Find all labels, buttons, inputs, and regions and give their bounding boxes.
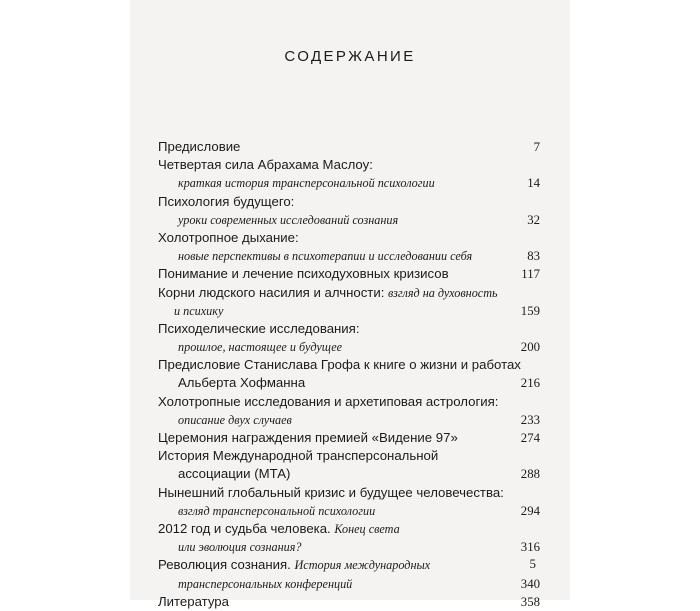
toc-entry-label — [158, 211, 527, 229]
toc-entry-label — [158, 538, 521, 556]
toc-entry-page: 358 — [520, 594, 540, 609]
toc-entry-subtitle: и психику — [174, 303, 224, 318]
toc-entry-page: 32 — [527, 212, 540, 227]
toc-entry-title: ассоциации (МТА) — [178, 466, 291, 482]
toc-entry-label — [158, 302, 521, 320]
toc-entry-label — [158, 447, 540, 465]
toc-entry-label — [158, 229, 540, 247]
toc-entry — [158, 374, 540, 392]
toc-entry — [158, 211, 540, 229]
toc-entry-page: 159 — [520, 303, 540, 318]
toc-entry — [158, 156, 540, 174]
toc-entry-title: История Международной трансперсональной — [158, 448, 439, 464]
toc-entry-title: Революция сознания. — [158, 557, 295, 573]
toc-entry — [158, 356, 540, 374]
toc-entry-page: 83 — [527, 249, 540, 264]
toc-entry-label — [158, 411, 521, 429]
toc-entry-label — [158, 520, 540, 538]
toc-entry-page: 316 — [520, 540, 540, 555]
toc-entry-title: Холотропные исследования и архетиповая астрология: — [158, 393, 499, 409]
toc-entry-label — [158, 265, 521, 283]
toc-entry-subtitle: История международных — [294, 558, 431, 573]
toc-entry-title: Психология будущего: — [158, 193, 295, 209]
toc-entry-title: Понимание и лечение психодуховных кризисов — [158, 266, 449, 282]
toc-entry — [158, 520, 540, 538]
toc-entry-label — [158, 593, 521, 611]
toc-entry-page: 7 — [533, 140, 540, 154]
toc-entry — [158, 575, 540, 593]
toc-entry-subtitle: или эволюция сознания? — [178, 540, 302, 555]
toc-entry-label — [158, 320, 540, 338]
toc-entry-page: 233 — [520, 412, 540, 427]
toc-entry-label — [158, 193, 540, 211]
toc-entry-subtitle: Конец света — [334, 521, 400, 536]
toc-entry — [158, 229, 540, 247]
toc-entry-title: Холотропное дыхание: — [158, 229, 299, 245]
toc-entry — [158, 302, 540, 320]
toc-entry-title: Предисловие Станислава Грофа к книге о жизни и работах — [158, 357, 521, 373]
toc-entry-title: 2012 год и судьба человека. — [158, 520, 335, 536]
toc-entry-label — [158, 393, 540, 411]
toc-entry — [158, 284, 540, 302]
toc-entry-page: 200 — [520, 340, 540, 355]
toc-entry-title: Альберта Хофманна — [178, 375, 306, 391]
toc-entry — [158, 593, 540, 611]
toc-entry-subtitle: краткая история трансперсональной психологии — [178, 176, 435, 191]
toc-entry-label — [158, 356, 540, 374]
toc-entry — [158, 538, 540, 556]
toc-entry — [158, 138, 540, 156]
toc-entry — [158, 174, 540, 192]
toc-entry-label — [158, 284, 540, 302]
toc-entry-label — [158, 374, 521, 392]
table-of-contents — [158, 138, 540, 611]
toc-entry — [158, 429, 540, 447]
toc-entry-subtitle: уроки современных исследований сознания — [178, 212, 399, 227]
toc-entry — [158, 447, 540, 465]
toc-entry-page: 274 — [520, 431, 540, 445]
toc-entry — [158, 393, 540, 411]
toc-entry-title: Литература — [158, 593, 229, 609]
toc-entry-label — [158, 502, 521, 520]
toc-entry-title: Предисловие — [158, 139, 241, 154]
page-title: СОДЕРЖАНИЕ — [284, 48, 416, 65]
book-page — [130, 0, 570, 609]
toc-entry-title: Психоделические исследования: — [158, 320, 360, 336]
toc-entry — [158, 265, 540, 283]
toc-entry-label — [158, 484, 540, 502]
toc-entry — [158, 556, 540, 574]
toc-entry-page: 14 — [527, 176, 540, 191]
toc-entry-page: 117 — [521, 267, 540, 282]
toc-entry — [158, 320, 540, 338]
toc-entry-label — [158, 429, 521, 447]
toc-entry-subtitle: новые перспективы в психотерапии и исследовании себя — [178, 249, 473, 264]
toc-entry-label — [158, 174, 527, 192]
toc-entry-subtitle: взгляд трансперсональной психологии — [178, 503, 376, 518]
toc-entry-label — [158, 338, 521, 356]
toc-entry — [158, 465, 540, 483]
toc-entry-label — [158, 156, 540, 174]
toc-entry — [158, 247, 540, 265]
page-number: 5 — [529, 556, 536, 571]
toc-entry-page: 216 — [520, 376, 540, 391]
toc-entry — [158, 502, 540, 520]
toc-entry-label — [158, 138, 534, 156]
toc-entry-page: 340 — [520, 576, 540, 591]
toc-entry — [158, 484, 540, 502]
toc-entry-title: Корни людского насилия и алчности: — [158, 284, 389, 300]
toc-entry-title: Церемония награждения премией «Видение 97» — [158, 430, 458, 445]
toc-entry-subtitle: трансперсональных конференций — [178, 576, 353, 591]
toc-entry-title: Нынешний глобальный кризис и будущее человечества: — [158, 484, 504, 500]
toc-entry-page: 288 — [520, 467, 540, 482]
toc-entry-page: 294 — [520, 503, 540, 518]
toc-entry-subtitle: описание двух случаев — [178, 412, 292, 427]
toc-entry-label — [158, 247, 527, 265]
toc-entry — [158, 193, 540, 211]
toc-entry-label — [158, 556, 540, 574]
toc-entry-subtitle: прошлое, настоящее и будущее — [178, 340, 343, 355]
toc-entry-label — [158, 575, 521, 593]
toc-entry-title: Четвертая сила Абрахама Маслоу: — [158, 157, 373, 173]
toc-entry — [158, 338, 540, 356]
toc-entry — [158, 411, 540, 429]
toc-entry-subtitle: взгляд на духовность — [388, 285, 498, 300]
toc-entry-label — [158, 465, 521, 483]
